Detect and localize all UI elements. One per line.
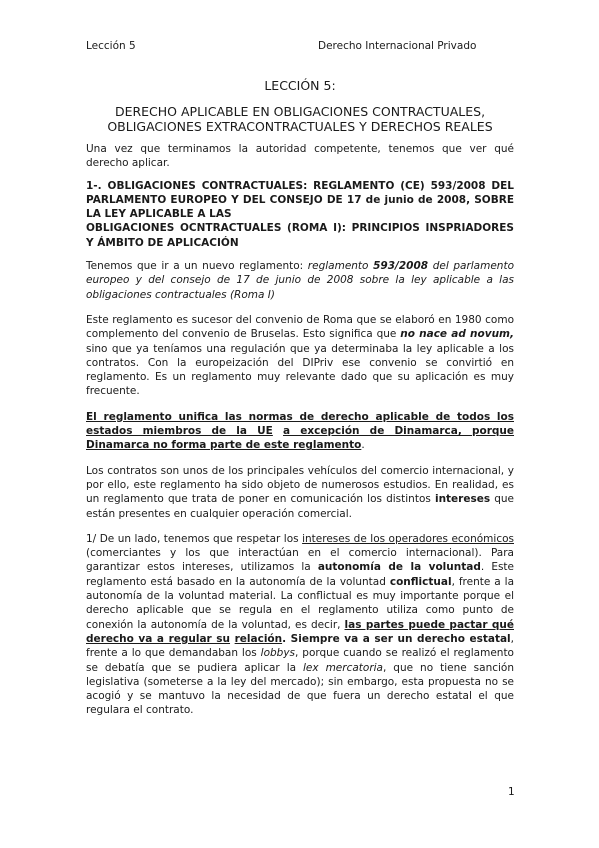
page-number: 1 (508, 786, 515, 798)
lesson-heading: LECCIÓN 5: (264, 78, 336, 93)
p4-intereses: intereses (434, 493, 491, 506)
intro-paragraph: Una vez que terminamos la autoridad competente, tenemos que ver qué derecho aplicar. (86, 143, 514, 170)
section-1-heading-part-2: OBLIGACIONES OCNTRACTUALES (ROMA I): PRINCIPIOS INSPRIADORES Y ÁMBITO DE APLICACIÓN (86, 222, 514, 249)
p3-text-d: . (361, 439, 365, 452)
section-1-heading (86, 179, 514, 250)
p5-text-m: lobbys (260, 647, 296, 660)
lesson-title (86, 104, 514, 134)
paragraph-unification (86, 410, 514, 453)
p3-text-a: El reglamento unifica las normas de derecho aplicable de todos los estados miembros de la UE (86, 410, 514, 438)
paragraph-interests (86, 532, 514, 718)
p2-ad-novum: no nace ad novum, (400, 328, 514, 341)
p5-text-o: lex mercatoria (303, 661, 383, 674)
p5-text-b: intereses de los operadores económicos (302, 532, 514, 545)
page-content (86, 78, 514, 718)
p1-text-b: reglamento (307, 260, 374, 273)
p5-text-c: (comerciantes y los que interactúan en el comercio internacional). Para garantizar estos intereses, utilizamos la (86, 547, 514, 574)
p5-text-n: , porque cuando se realizó el reglamento se debatía que se pudiera aplicar la (86, 647, 514, 674)
p5-text-j: relación (234, 632, 283, 645)
p5-text-l: , frente a lo que demandaban los (86, 632, 515, 660)
p5-text-g: , frente a la autonomía de la voluntad material. La conflictual es muy importante porque el derecho aplicable que se regula en el reglamento utiliza como punto de conexión la autonomía de la voluntad, es decir, (86, 575, 514, 631)
paragraph-successor (86, 313, 514, 399)
p4-text-a: Los contratos son unos de los principales vehículos del comercio internacional, y por ello, este reglamento ha sido objeto de numerosos estudios. En realidad, es un reglamento que trata de poner en comunicación los distintos (86, 464, 514, 506)
p5-text-k: . Siempre va a ser un derecho estatal (282, 632, 511, 645)
p5-text-a: 1/ De un lado, tenemos que respetar los (86, 532, 303, 545)
lesson-title-line-2: OBLIGACIONES EXTRACONTRACTUALES Y DERECHOS REALES (107, 119, 493, 134)
paragraph-contracts (86, 464, 514, 521)
header-lesson: Lección 5 (86, 40, 136, 52)
p1-regulation-number: 593/2008 (373, 260, 429, 273)
p4-text-c: que están presentes en cualquier operación comercial. (86, 493, 514, 520)
p1-text-a: Tenemos que ir a un nuevo reglamento: (86, 260, 308, 273)
p2-text-a: Este reglamento es sucesor del convenio de Roma que se elaboró en 1980 como complemento del convenio de Bruselas. Esto significa que (86, 313, 514, 341)
p5-text-p: , que no tiene sanción legislativa (someterse a la ley del mercado); sin embargo, esta propuesta no se acogió y se mantuvo la necesidad de que fuera un derecho estatal el que regulara el contrato. (86, 661, 514, 717)
p5-text-f: conflictual (389, 575, 452, 588)
header-subject: Derecho Internacional Privado (318, 40, 477, 52)
p5-text-h: las partes puede pactar qué derecho va a regular su (86, 618, 514, 645)
lesson-title-line-1: DERECHO APLICABLE EN OBLIGACIONES CONTRACTUALES, (114, 104, 486, 119)
p3-text-c: a excepción de Dinamarca, porque Dinamarca no forma parte de este reglamento (86, 425, 515, 452)
p1-text-d: del parlamento europeo y del consejo de 17 de junio de 2008 sobre la ley aplicable a las obligaciones contractuales (Roma I) (86, 260, 515, 301)
p3-text-b (273, 425, 283, 437)
p2-text-c: sino que ya teníamos una regulación que ya determinaba la ley aplicable a los contratos. Con la europeización del DIPriv ese convenio se convirtió en reglamento. Es un reglamento muy relevante dado que su aplicación es muy frecuente. (86, 342, 514, 398)
paragraph-new-regulation (86, 259, 514, 302)
p5-text-d: autonomía de la voluntad (317, 561, 481, 574)
section-1-heading-part-1: 1-. OBLIGACIONES CONTRACTUALES: REGLAMENTO (CE) 593/2008 DEL PARLAMENTO EUROPEO Y DEL CONSEJO DE 17 de junio de 2008, SOBRE LA LEY APLICABLE A LAS (86, 179, 514, 221)
p5-text-e: . Este reglamento está basado en la autonomía de la voluntad (86, 561, 515, 588)
